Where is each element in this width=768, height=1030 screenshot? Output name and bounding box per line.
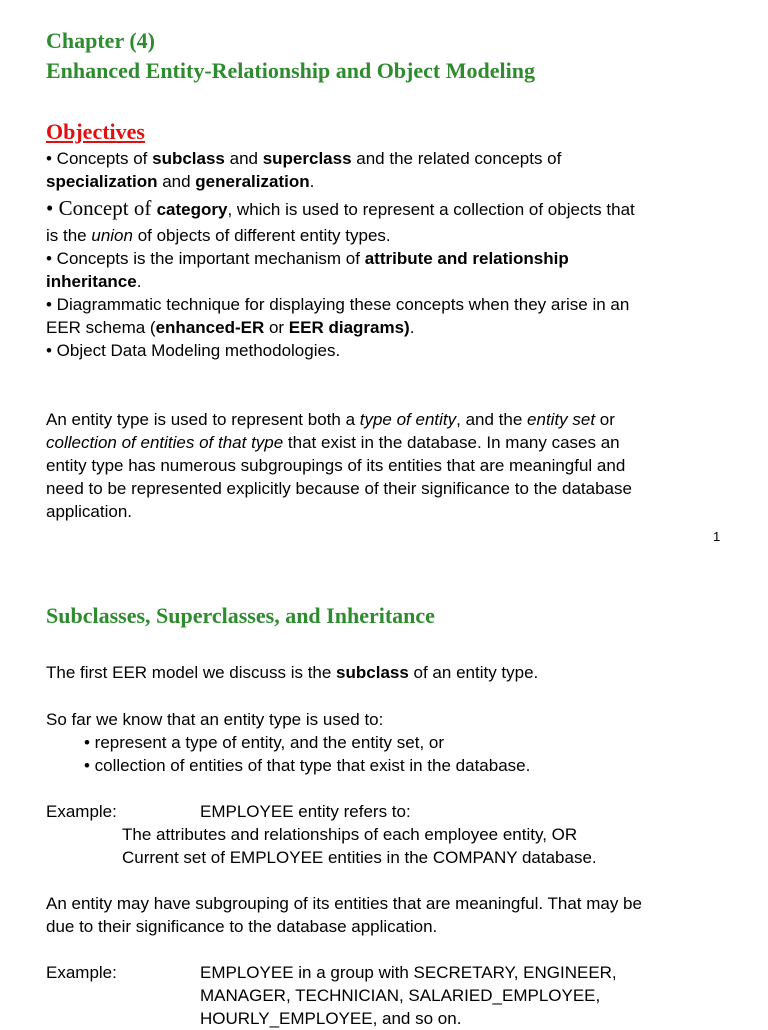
list-item: • collection of entities of that type that exist in the database. <box>84 756 531 775</box>
objective-bullet-3-cont: inheritance. <box>46 272 142 291</box>
page-number: 1 <box>713 529 721 544</box>
objective-bullet-2-cont: is the union of objects of different entity types. <box>46 226 391 245</box>
example-label: Example: <box>46 802 117 821</box>
section-intro: The first EER model we discuss is the subclass of an entity type. <box>46 663 539 682</box>
example-1-line-3: Current set of EMPLOYEE entities in the COMPANY database. <box>122 848 597 867</box>
example-2-line-3: HOURLY_EMPLOYEE, and so on. <box>200 1009 462 1028</box>
example-2-line-2: MANAGER, TECHNICIAN, SALARIED_EMPLOYEE, <box>200 986 601 1005</box>
objective-bullet-2: • Concept of category, which is used to represent a collection of objects that <box>46 196 635 220</box>
example-2 <box>46 961 726 984</box>
example-text: EMPLOYEE entity refers to: <box>200 802 411 821</box>
chapter-title: Chapter (4) <box>46 28 155 53</box>
para1-line-2: collection of entities of that type that exist in the database. In many cases an <box>46 433 620 452</box>
example-text: EMPLOYEE in a group with SECRETARY, ENGINEER, <box>200 963 617 982</box>
sofar-text: So far we know that an entity type is used to: <box>46 710 384 729</box>
objective-bullet-4: • Diagrammatic technique for displaying these concepts when they arise in an <box>46 295 630 314</box>
para1-line-5: application. <box>46 502 133 521</box>
objective-bullet-4-cont: EER schema (enhanced-ER or EER diagrams). <box>46 318 415 337</box>
example-1 <box>46 800 726 823</box>
list-item: • represent a type of entity, and the entity set, or <box>84 733 445 752</box>
para2-line-2: due to their significance to the database application. <box>46 917 438 936</box>
example-1-line-2: The attributes and relationships of each employee entity, OR <box>122 825 578 844</box>
example-label: Example: <box>46 963 117 982</box>
para2-line-1: An entity may have subgrouping of its entities that are meaningful. That may be <box>46 894 642 913</box>
chapter-subtitle: Enhanced Entity-Relationship and Object Modeling <box>46 58 535 83</box>
section-heading: Subclasses, Superclasses, and Inheritance <box>46 603 435 628</box>
objectives-heading: Objectives <box>46 119 145 144</box>
para1-line-1: An entity type is used to represent both a type of entity, and the entity set or <box>46 410 615 429</box>
objective-bullet-3: • Concepts is the important mechanism of attribute and relationship <box>46 249 569 268</box>
para1-line-4: need to be represented explicitly because of their significance to the database <box>46 479 632 498</box>
objective-bullet-5: • Object Data Modeling methodologies. <box>46 341 341 360</box>
para1-line-3: entity type has numerous subgroupings of its entities that are meaningful and <box>46 456 626 475</box>
objective-bullet-1-cont: specialization and generalization. <box>46 172 315 191</box>
objective-bullet-1: • Concepts of subclass and superclass and the related concepts of <box>46 149 562 168</box>
